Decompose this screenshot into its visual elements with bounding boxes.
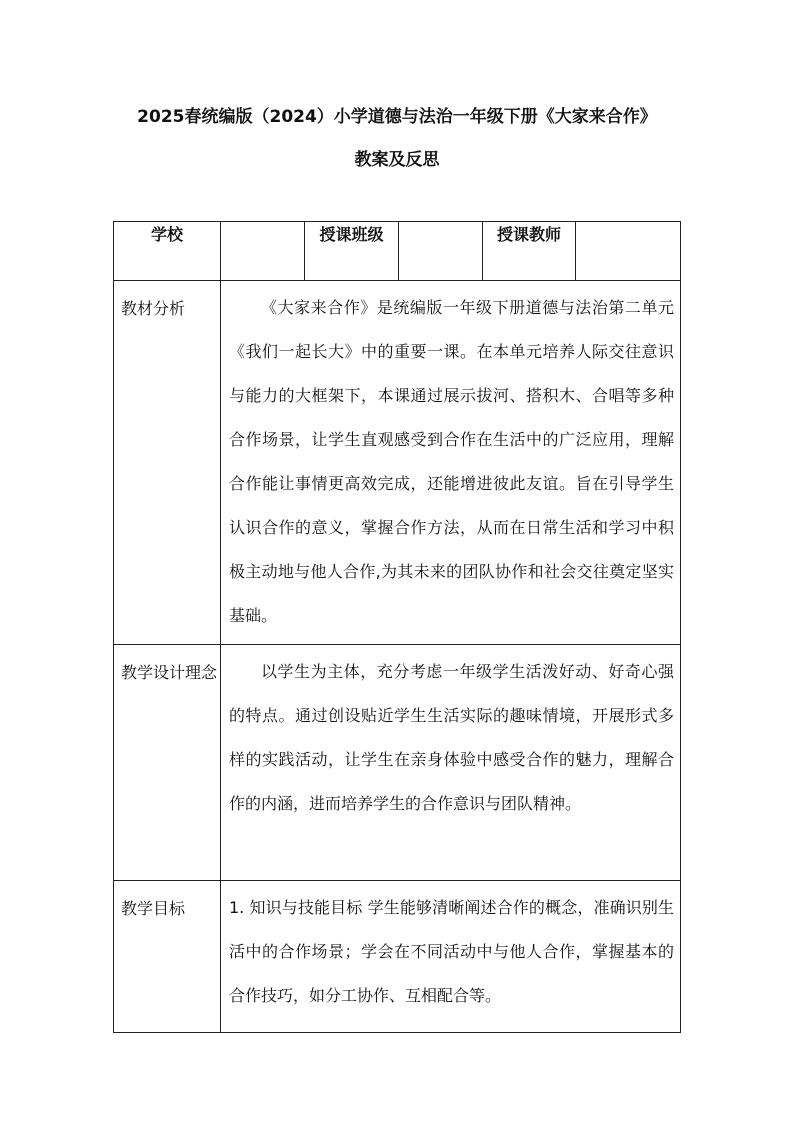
class-value-cell xyxy=(399,222,483,281)
teacher-label: 授课教师 xyxy=(483,222,576,281)
section-row-concept xyxy=(114,645,681,881)
section-content-analysis: 《大家来合作》是统编版一年级下册道德与法治第二单元《我们一起长大》中的重要一课。在本单元培养人际交往意识与能力的大框架下，本课通过展示拔河、搭积木、合唱等多种合作场景，让学生直观感受到合作在生活中的广泛应用，理解合作能让事情更高效完成，还能增进彼此友谊。旨在引导学生认识合作的意义，掌握合作方法，从而在日常生活和学习中积极主动地与他人合作,为其未来的团队协作和社会交往奠定坚实基础。 xyxy=(221,281,681,645)
section-row-goals xyxy=(114,881,681,1033)
section-label-concept: 教学设计理念 xyxy=(114,645,221,881)
header-row xyxy=(114,222,681,281)
document-title: 2025春统编版（2024）小学道德与法治一年级下册《大家来合作》 xyxy=(137,107,657,127)
teacher-value-cell xyxy=(576,222,681,281)
section-label-analysis: 教材分析 xyxy=(114,281,221,645)
section-row-analysis xyxy=(114,281,681,645)
lesson-plan-table xyxy=(113,221,681,1033)
school-value-cell xyxy=(221,222,305,281)
section-label-goals: 教学目标 xyxy=(114,881,221,1033)
school-label: 学校 xyxy=(114,222,221,281)
class-label: 授课班级 xyxy=(305,222,399,281)
document-subtitle: 教案及反思 xyxy=(354,150,440,170)
section-content-goals: 1. 知识与技能目标 学生能够清晰阐述合作的概念，准确识别生活中的合作场景；学会在不同活动中与他人合作，掌握基本的合作技巧，如分工协作、互相配合等。 xyxy=(221,881,681,1033)
section-content-concept: 以学生为主体，充分考虑一年级学生活泼好动、好奇心强的特点。通过创设贴近学生生活实际的趣味情境，开展形式多样的实践活动，让学生在亲身体验中感受合作的魅力，理解合作的内涵，进而培养学生的合作意识与团队精神。 xyxy=(221,645,681,881)
